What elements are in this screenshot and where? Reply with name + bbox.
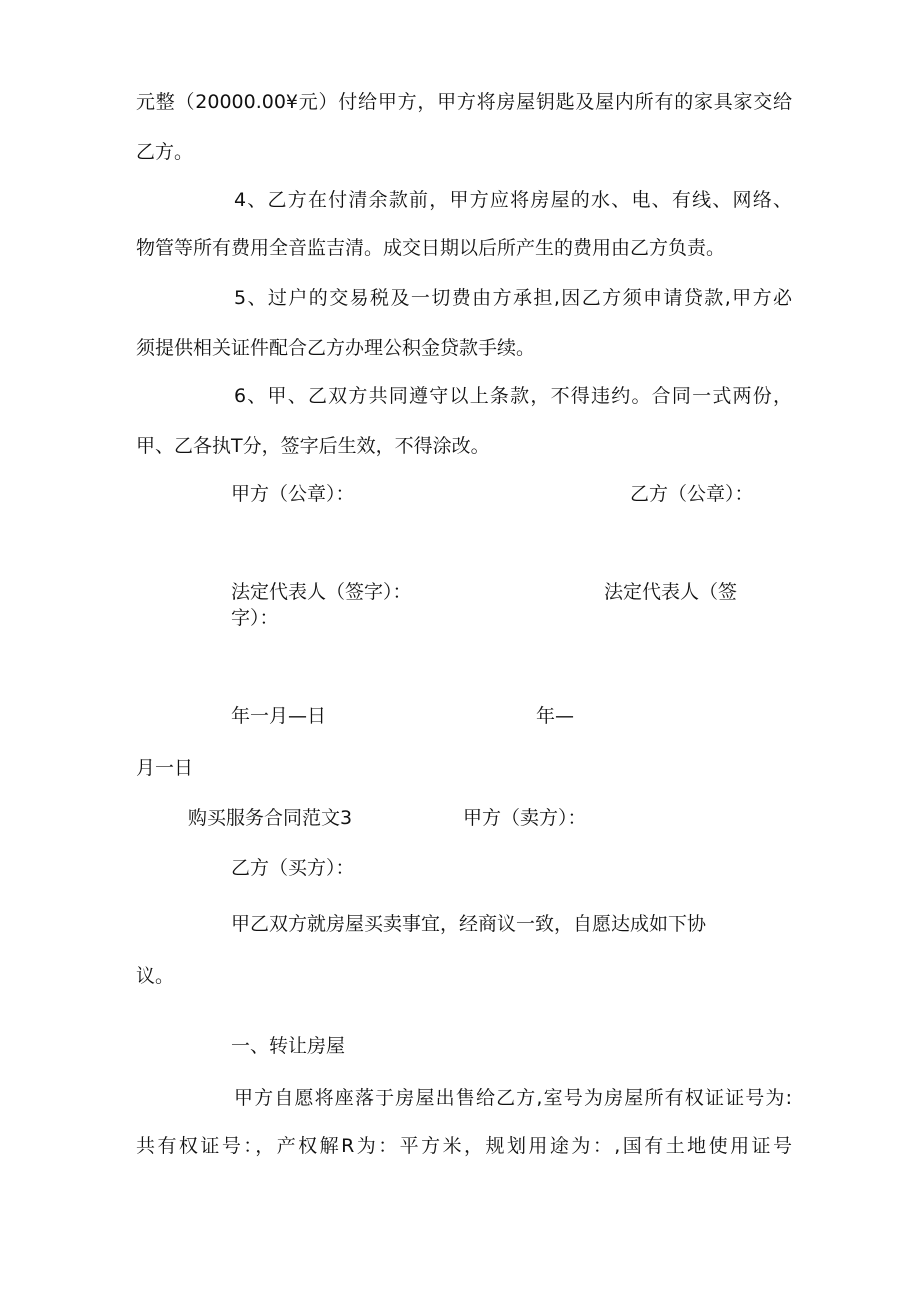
party-a-seal-label: 甲方（公章）： (231, 483, 355, 505)
paragraph-line: 须提供相关证件配合乙方办理公积金贷款手续。 (136, 337, 536, 359)
party-b-seal-label: 乙方（公章）： (630, 483, 754, 505)
paragraph-line: 乙方。 (136, 141, 194, 163)
clause-line: 甲方自愿将座落于房屋出售给乙方,室号为房屋所有权证证号为: (234, 1087, 792, 1109)
seller-label: 甲方（卖方）： (463, 807, 587, 829)
clause-title: 一、转让房屋 (231, 1035, 346, 1057)
paragraph-line: 4、乙方在付清余款前，甲方应将房屋的水、电、有线、网络、 (234, 189, 792, 211)
paragraph-line: 甲、乙各执T分，签字后生效，不得涂改。 (136, 435, 490, 457)
paragraph-line: 物管等所有费用全音监吉清。成交日期以后所产生的费用由乙方负责。 (136, 237, 726, 259)
date-a: 年一月—日 (231, 705, 327, 727)
buyer-label: 乙方（买方）： (231, 857, 355, 879)
date-b-continued: 月一日 (136, 757, 194, 779)
clause-line: 共有权证号：，产权解R为：平方米，规划用途为：,国有土地使用证号 (136, 1135, 792, 1157)
paragraph-line: 5、过户的交易税及一切费由方承担,因乙方须申请贷款,甲方必 (234, 287, 792, 309)
date-b: 年— (536, 705, 575, 727)
intro-line-continued: 议。 (136, 965, 175, 987)
paragraph-line: 6、甲、乙双方共同遵守以上条款，不得违约。合同一式两份， (234, 385, 792, 407)
section-heading: 购买服务合同范文3 (188, 807, 353, 829)
paragraph-line: 元整（20000.00¥元）付给甲方，甲方将房屋钥匙及屋内所有的家具家交给 (136, 91, 792, 113)
party-b-rep-label: 法定代表人（签 (604, 581, 738, 603)
party-b-rep-label-continued: 字）： (231, 607, 279, 629)
intro-line: 甲乙双方就房屋买卖事宜，经商议一致，自愿达成如下协 (231, 913, 707, 935)
party-a-rep-label: 法定代表人（签字）： (231, 581, 412, 603)
